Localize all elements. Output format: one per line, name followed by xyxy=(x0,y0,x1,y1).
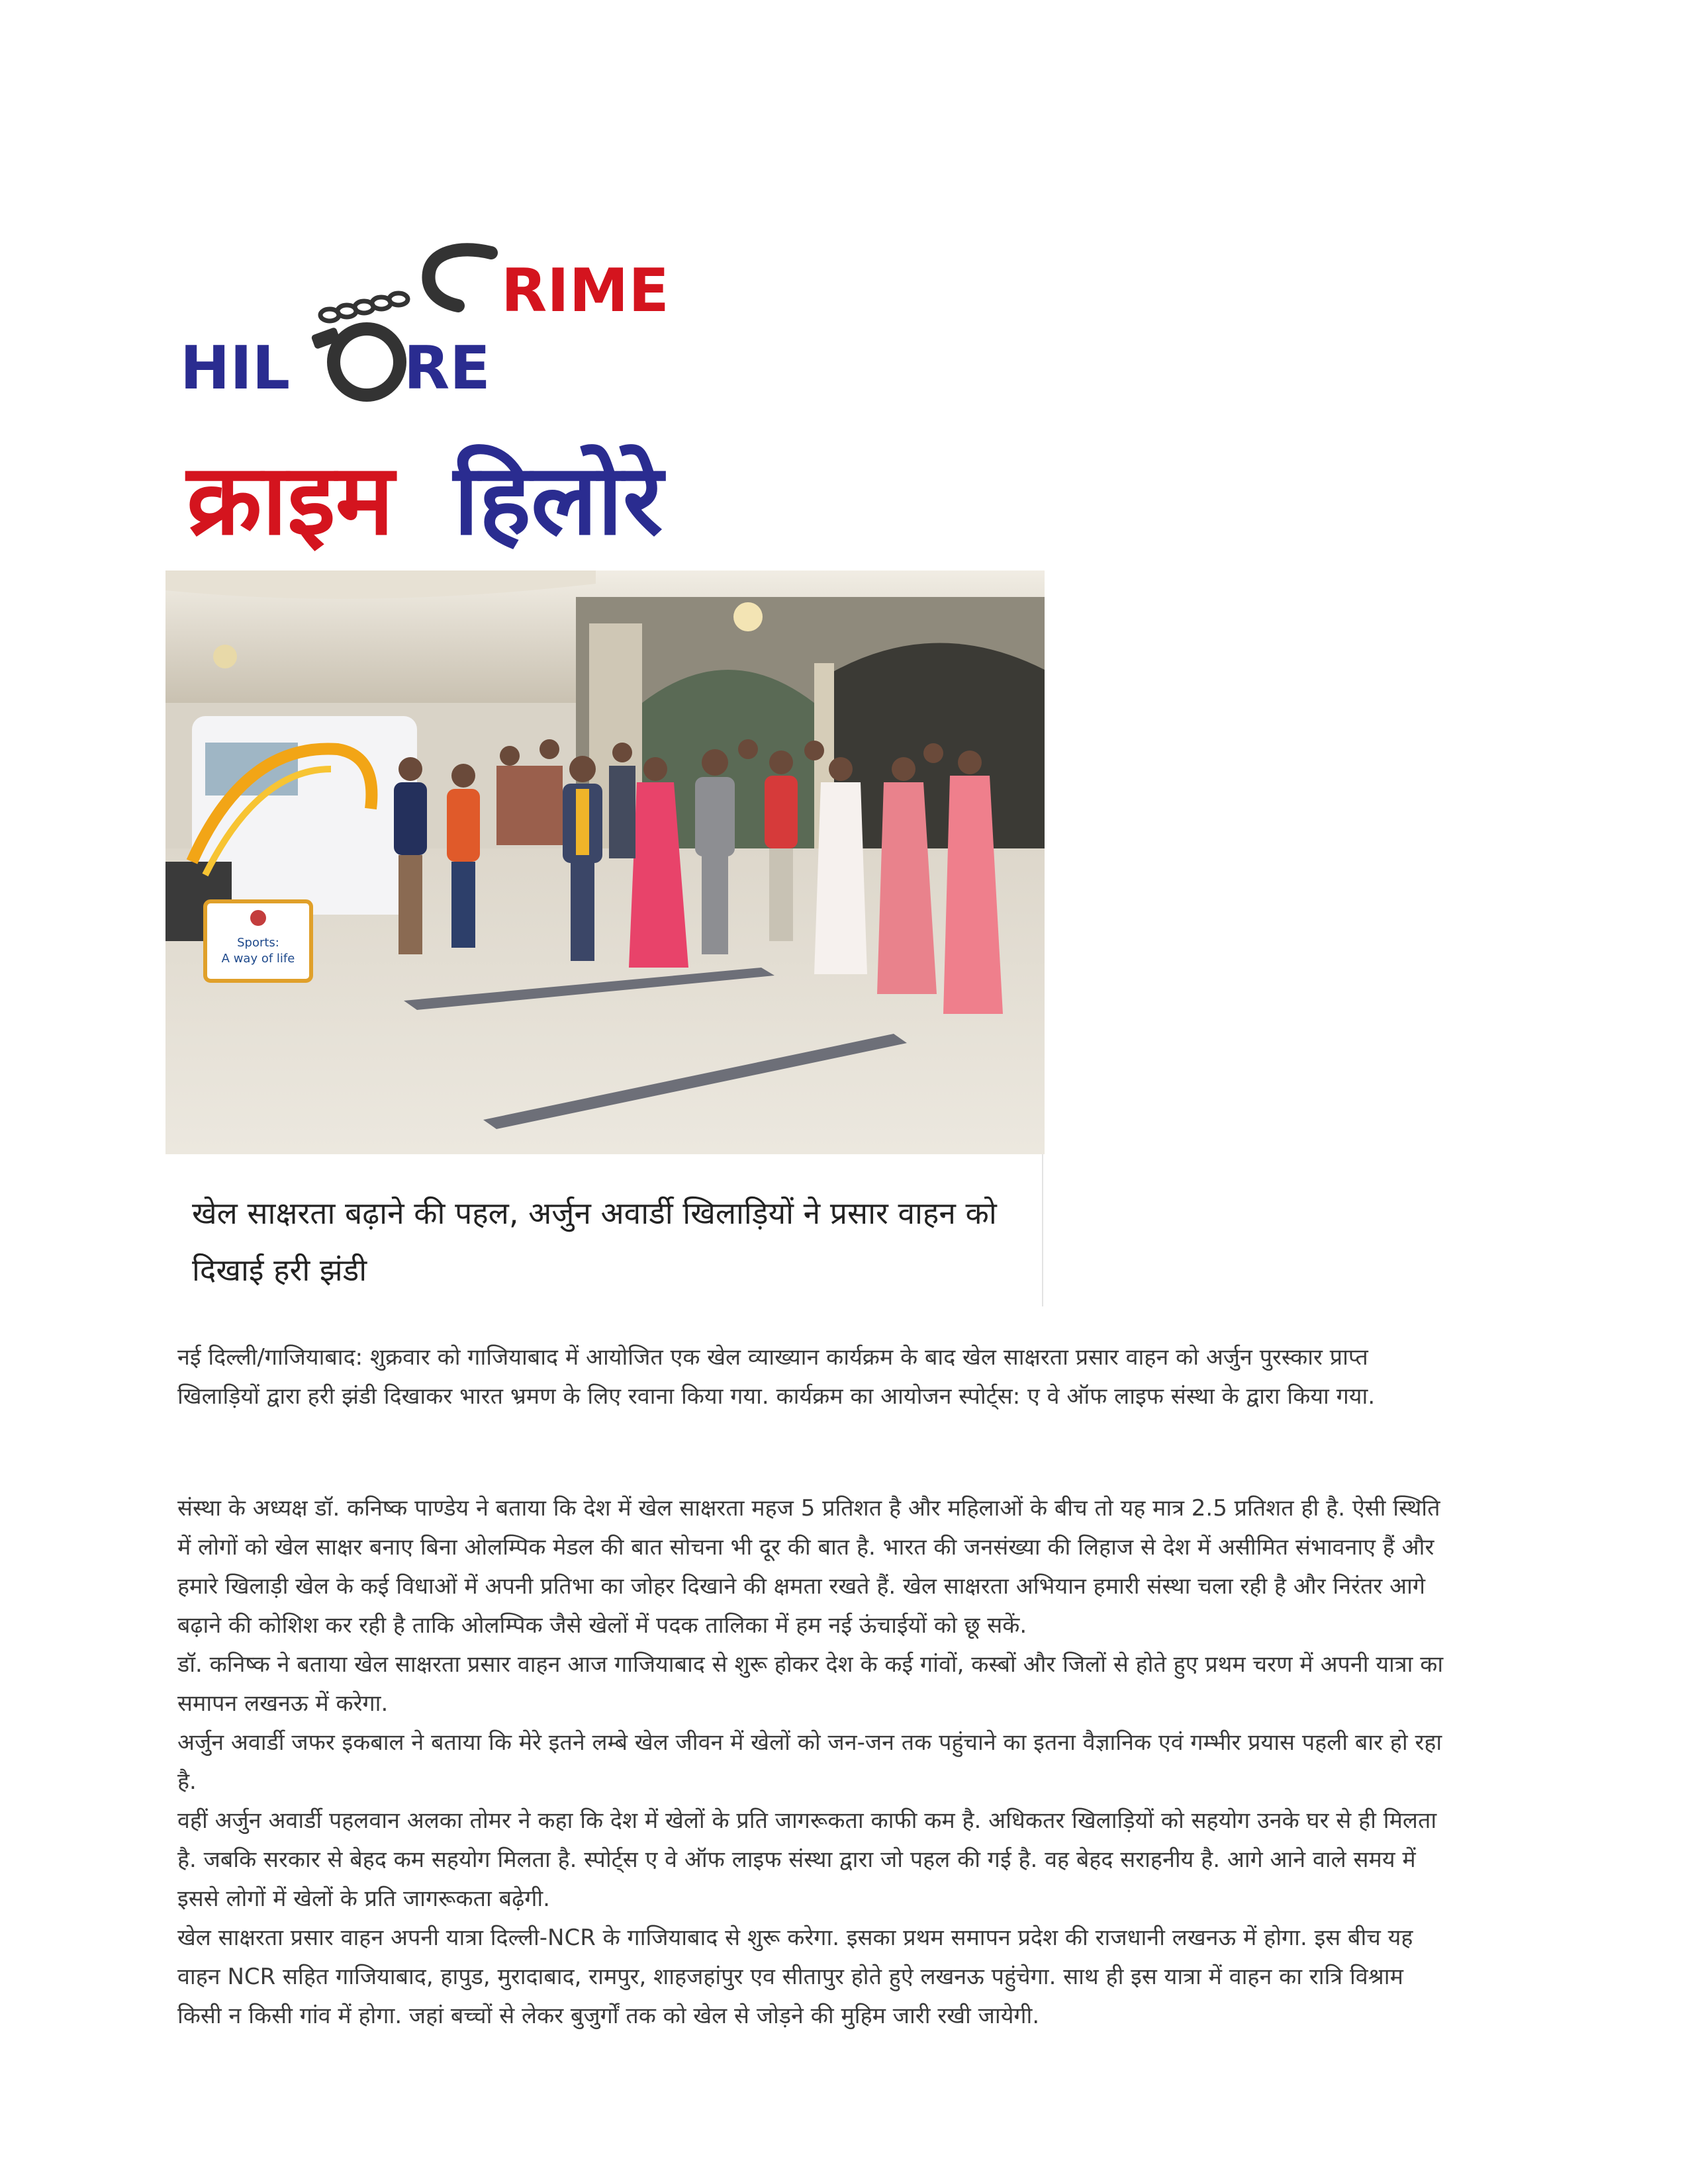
logo-chain xyxy=(320,293,408,321)
logo-word-rime: RIME xyxy=(501,256,669,326)
article-paragraph: खेल साक्षरता प्रसार वाहन अपनी यात्रा दिल्ली-NCR के गाजियाबाद से शुरू करेगा. इसका प्रथम समापन प्रदेश की राजधानी लखनऊ में होगा. इस बीच यह वाहन NCR सहित गाजियाबाद, हापुड, मुरादाबाद, रामपुर, शाहजहांपुर एव सीतापुर होते हुऐ लखनऊ पहुंचेगा. साथ ही इस यात्रा में वाहन का रात्रि विश्राम किसी न किसी गांव में होगा. जहां बच्चों से लेकर बुजुर्गों तक को खेल से जोड़ने की मुहिम जारी रखी जायेगी. xyxy=(177,1925,1413,2029)
logo-handcuff-ring xyxy=(334,329,400,395)
article-photo xyxy=(165,570,1045,1154)
crime-hilore-logo xyxy=(180,233,763,412)
article-headline: खेल साक्षरता बढ़ाने की पहल, अर्जुन अवार्डी खिलाड़ियों ने प्रसार वाहन को दिखाई हरी झंडी xyxy=(192,1195,997,1288)
article-paragraph: अर्जुन अवार्डी जफर इकबाल ने बताया कि मेरे इतने लम्बे खेल जीवन में खेलों को जन-जन तक पहुंचाने का इतना वैज्ञानिक एवं गम्भीर प्रयास पहली बार हो रहा है. xyxy=(177,1729,1442,1795)
article-paragraph-intro: नई दिल्ली/गाजियाबाद: शुक्रवार को गाजियाबाद में आयोजित एक खेल व्याख्यान कार्यक्रम के बाद खेल साक्षरता प्रसार वाहन को अर्जुन पुरस्कार प्राप्त खिलाड़ियों द्वारा हरी झंडी दिखाकर भारत भ्रमण के लिए रवाना किया गया. कार्यक्रम का आयोजन स्पोर्ट्स: ए वे ऑफ लाइफ संस्था के द्वारा किया गया. xyxy=(177,1344,1376,1410)
masthead-part-hilore: हिलोरे xyxy=(453,443,663,557)
van-banner-line1: Sports: xyxy=(237,936,279,950)
masthead-title xyxy=(187,433,663,566)
logo-c-hook xyxy=(428,250,491,306)
article-paragraph: वहीं अर्जुन अवार्डी पहलवान अलका तोमर ने कहा कि देश में खेलों के प्रति जागरूकता काफी कम है. अधिकतर खिलाड़ियों को सहयोग उनके घर से ही मिलता है. जबकि सरकार से बेहद कम सहयोग मिलता है. स्पोर्ट्स ए वे ऑफ लाइफ संस्था द्वारा जो पहल की गई है. वह बेहद सराहनीय है. आगे आने वाले समय में इससे लोगों में खेलों के प्रति जागरूकता बढ़ेगी. xyxy=(177,1807,1437,1912)
headline-card xyxy=(165,1154,1043,1306)
van-banner-line2: A way of life xyxy=(221,952,295,966)
masthead-part-crime: क्राइम xyxy=(187,443,395,557)
article-paragraph: डॉ. कनिष्क ने बताया खेल साक्षरता प्रसार वाहन आज गाजियाबाद से शुरू होकर देश के कई गांवों, कस्बों और जिलों से होते हुए प्रथम चरण में अपनी यात्रा का समापन लखनऊ में करेगा. xyxy=(177,1651,1444,1717)
logo-word-re: RE xyxy=(404,334,491,403)
article-paragraph: संस्था के अध्यक्ष डॉ. कनिष्क पाण्डेय ने बताया कि देश में खेल साक्षरता महज 5 प्रतिशत है और महिलाओं के बीच तो यह मात्र 2.5 प्रतिशत ही है. ऐसी स्थिति में लोगों को खेल साक्षर बनाए बिना ओलम्पिक मेडल की बात सोचना भी दूर की बात है. भारत की जनसंख्या की लिहाज से देश में असीमित संभावनाए हैं और हमारे खिलाड़ी खेल के कई विधाओं में अपनी प्रतिभा का जोहर दिखाने की क्षमता रखते हैं. खेल साक्षरता अभियान हमारी संस्था चला रही है और निरंतर आगे बढ़ाने की कोशिश कर रही है ताकि ओलम्पिक जैसे खेलों में पदक तालिका में हम नई ऊंचाईयों को छू सकें. xyxy=(177,1495,1440,1639)
article-body xyxy=(177,1338,1448,2036)
logo-word-hil: HIL xyxy=(180,334,291,403)
